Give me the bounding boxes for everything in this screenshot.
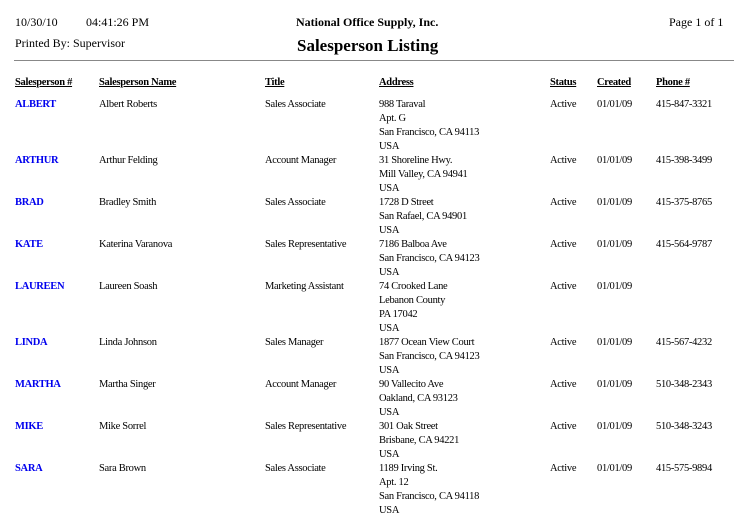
cell-status: Active: [550, 239, 577, 250]
salesperson-table: [15, 76, 736, 518]
cell-title: Account Manager: [265, 155, 337, 166]
address-line: Apt. 12: [379, 477, 409, 488]
salesperson-id-link[interactable]: ALBERT: [15, 99, 57, 110]
cell-phone: 510-348-3243: [656, 421, 712, 432]
cell-address: [379, 280, 550, 336]
address-line: Brisbane, CA 94221: [379, 435, 460, 446]
cell-phone: 415-567-4232: [656, 337, 712, 348]
cell-salesperson-name: Laureen Soash: [99, 281, 158, 292]
cell-created: 01/01/09: [597, 463, 632, 474]
cell-title: Sales Representative: [265, 421, 347, 432]
address-line: USA: [379, 267, 400, 278]
cell-salesperson-name: Mike Sorrel: [99, 421, 147, 432]
salesperson-id-link[interactable]: MARTHA: [15, 379, 61, 390]
cell-salesperson-name: Katerina Varanova: [99, 239, 173, 250]
cell-created: 01/01/09: [597, 421, 632, 432]
salesperson-id-link[interactable]: BRAD: [15, 197, 44, 208]
column-header-created: Created: [597, 77, 631, 88]
column-header-title: Title: [265, 77, 285, 88]
cell-address: [379, 98, 550, 154]
cell-created: 01/01/09: [597, 155, 632, 166]
cell-address: [379, 196, 550, 238]
table-row: [15, 420, 736, 462]
address-line: USA: [379, 365, 400, 376]
column-header-address: Address: [379, 77, 414, 88]
column-header-status: Status: [550, 77, 577, 88]
address-line: Apt. G: [379, 113, 406, 124]
address-line: USA: [379, 141, 400, 152]
report-title: Salesperson Listing: [297, 36, 439, 55]
cell-status: Active: [550, 197, 577, 208]
table-row: [15, 336, 736, 378]
cell-title: Account Manager: [265, 379, 337, 390]
cell-title: Sales Representative: [265, 239, 347, 250]
address-line: 1189 Irving St.: [379, 463, 438, 474]
address-line: USA: [379, 225, 400, 236]
column-header-phone: Phone #: [656, 77, 690, 88]
cell-status: Active: [550, 281, 577, 292]
salesperson-id-link[interactable]: ARTHUR: [15, 155, 59, 166]
cell-salesperson-name: Sara Brown: [99, 463, 146, 474]
address-line: USA: [379, 449, 400, 460]
address-line: USA: [379, 505, 400, 516]
cell-status: Active: [550, 421, 577, 432]
address-line: 7186 Balboa Ave: [379, 239, 447, 250]
address-line: 301 Oak Street: [379, 421, 438, 432]
address-line: Mill Valley, CA 94941: [379, 169, 468, 180]
address-line: San Francisco, CA 94123: [379, 351, 480, 362]
cell-status: Active: [550, 155, 577, 166]
address-line: 988 Taraval: [379, 99, 426, 110]
salesperson-id-link[interactable]: MIKE: [15, 421, 43, 432]
column-header-salesperson-name: Salesperson Name: [99, 77, 177, 88]
address-line: 31 Shoreline Hwy.: [379, 155, 453, 166]
cell-phone: 415-398-3499: [656, 155, 712, 166]
cell-created: 01/01/09: [597, 197, 632, 208]
cell-created: 01/01/09: [597, 239, 632, 250]
cell-phone: 415-375-8765: [656, 197, 712, 208]
table-row: [15, 98, 736, 154]
cell-title: Sales Associate: [265, 463, 326, 474]
cell-created: 01/01/09: [597, 379, 632, 390]
cell-salesperson-name: Arthur Felding: [99, 155, 158, 166]
salesperson-id-link[interactable]: KATE: [15, 239, 43, 250]
cell-created: 01/01/09: [597, 337, 632, 348]
address-line: Oakland, CA 93123: [379, 393, 458, 404]
address-line: USA: [379, 323, 400, 334]
column-header-salesperson-id: Salesperson #: [15, 77, 73, 88]
cell-status: Active: [550, 379, 577, 390]
cell-phone: 415-564-9787: [656, 239, 712, 250]
cell-address: [379, 154, 550, 196]
cell-title: Marketing Assistant: [265, 281, 344, 292]
printed-by: Printed By: Supervisor: [15, 36, 125, 50]
cell-title: Sales Associate: [265, 99, 326, 110]
cell-address: [379, 336, 550, 378]
address-line: San Francisco, CA 94113: [379, 127, 480, 138]
address-line: USA: [379, 407, 400, 418]
cell-status: Active: [550, 99, 577, 110]
address-line: San Francisco, CA 94123: [379, 253, 480, 264]
address-line: 1877 Ocean View Court: [379, 337, 475, 348]
cell-address: [379, 378, 550, 420]
address-line: 74 Crooked Lane: [379, 281, 448, 292]
cell-status: Active: [550, 337, 577, 348]
address-line: San Francisco, CA 94118: [379, 491, 480, 502]
table-row: [15, 462, 736, 518]
cell-title: Sales Associate: [265, 197, 326, 208]
cell-salesperson-name: Martha Singer: [99, 379, 156, 390]
company-name: National Office Supply, Inc.: [296, 15, 439, 29]
cell-created: 01/01/09: [597, 281, 632, 292]
cell-created: 01/01/09: [597, 99, 632, 110]
cell-address: [379, 238, 550, 280]
cell-status: Active: [550, 463, 577, 474]
cell-title: Sales Manager: [265, 337, 324, 348]
page-number: Page 1 of 1: [669, 15, 724, 29]
address-line: San Rafael, CA 94901: [379, 211, 467, 222]
salesperson-id-link[interactable]: LAUREEN: [15, 281, 65, 292]
print-date: 10/30/10: [15, 15, 58, 29]
salesperson-id-link[interactable]: LINDA: [15, 337, 48, 348]
table-row: [15, 238, 736, 280]
cell-address: [379, 462, 550, 518]
table-row: [15, 154, 736, 196]
cell-phone: [656, 280, 736, 336]
table-row: [15, 280, 736, 336]
cell-phone: 415-575-9894: [656, 463, 712, 474]
address-line: 1728 D Street: [379, 197, 434, 208]
address-line: Lebanon County: [379, 295, 446, 306]
cell-salesperson-name: Albert Roberts: [99, 99, 157, 110]
table-row: [15, 378, 736, 420]
address-line: USA: [379, 183, 400, 194]
address-line: 90 Vallecito Ave: [379, 379, 444, 390]
cell-address: [379, 420, 550, 462]
header-divider: [14, 60, 734, 61]
cell-phone: 510-348-2343: [656, 379, 712, 390]
print-time: 04:41:26 PM: [86, 15, 150, 29]
address-line: PA 17042: [379, 309, 418, 320]
cell-phone: 415-847-3321: [656, 99, 712, 110]
cell-salesperson-name: Bradley Smith: [99, 197, 157, 208]
salesperson-id-link[interactable]: SARA: [15, 463, 43, 474]
cell-salesperson-name: Linda Johnson: [99, 337, 157, 348]
table-row: [15, 196, 736, 238]
